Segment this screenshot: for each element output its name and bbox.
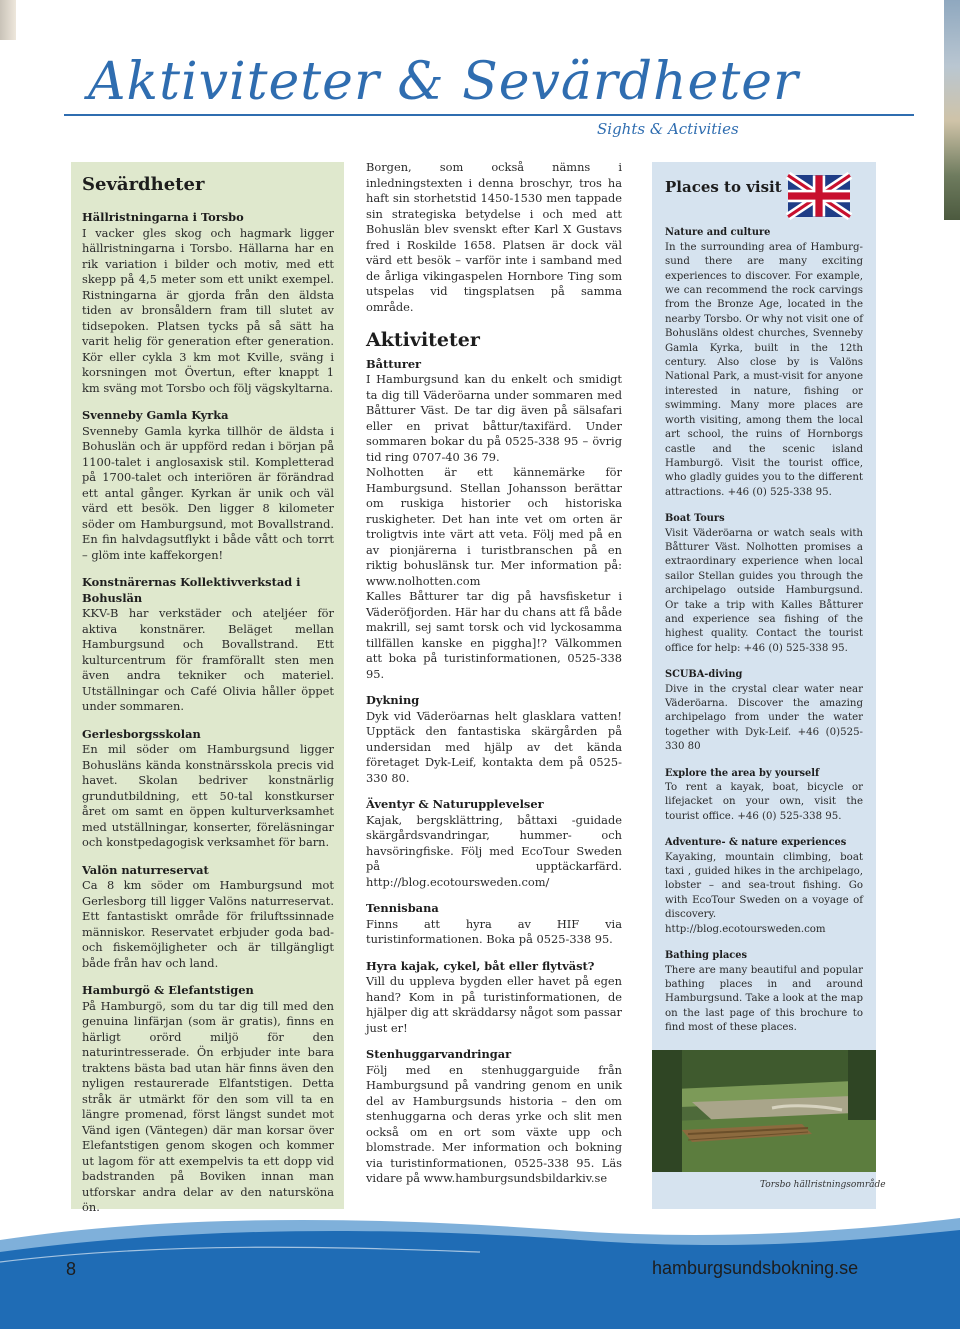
- sight-text: I vacker gles skog och hagmark ligger hällristningarna i Torsbo. Hällarna har en rik variation i bilder och motiv, med ett skepp på 4,5 meter som ett unikt exempel. Ristningarna är gjorda från den äldsta tiden av bronsåldern fram till slutet av tidsepoken. Platsen tycks på så sätt ha varit helig för generation efter generation. Kör eller cykla 3 km mot Kville, sväng i korsningen mot Övertun, efter knappt 1 km sväng mot Torsbo och följ vägskyltarna.: [82, 225, 334, 395]
- activity-text: Kalles Båtturer tar dig på havsfisketur i Väderöfjorden. Här har du chans att få både makrill, sej samt torsk och vid lyckosamma tillfällen kanske en piggha]!? Välkommen att boka på turistinformationen, 0525-338 95.: [366, 589, 622, 681]
- place-block: [665, 668, 863, 754]
- activities-heading: Aktiviteter: [366, 329, 480, 351]
- activity-block: [366, 901, 622, 948]
- activity-title: Tennisbana: [366, 901, 439, 915]
- place-block: [665, 226, 863, 500]
- place-block: [665, 949, 863, 1035]
- activity-block: [366, 1047, 622, 1187]
- activities-column: [366, 160, 622, 1198]
- activity-text: Vill du uppleva bygden eller havet på egen hand? Kom in på turistinformationen, de hjälper dig att skräddarsy något som passar just er!: [366, 974, 622, 1035]
- activity-text: I Hamburgsund kan du enkelt och smidigt ta dig till Väderöarna under sommaren med Båtturer Väst. De tar dig även på sälsafari eller en privat båttur/taxifärd. Under sommaren bokar du på 0525-338 95 – övrig tid ring 0707-40 36 79.: [366, 372, 622, 464]
- place-title: Explore the area by yourself: [665, 767, 820, 779]
- place-block: [665, 767, 863, 825]
- sight-text: Ca 8 km söder om Hamburgsund mot Gerlesborg till ligger Valöns naturreservat. Ett fantastiskt område för friluftssinnade människor. Reservatet erbjuder goda bad- och fiskemöjligheter och är tillgängligt både från hav och land.: [82, 878, 334, 970]
- website-link[interactable]: hamburgsundsbokning.se: [652, 1258, 859, 1278]
- activity-block: [366, 959, 622, 1037]
- castle-intro-text: Borgen, som också nämns i inledningstexten i denna broschyr, tros ha haft sin storhetstid 1450-1530 men tappade sin strategiska betydelse i och med att Bohuslän blev svenskt efter Karl X Gustavs fred i Roskilde 1658. Platsen är dock väl värd ett besök – varför inte i samband med de årliga vikingaspelen Hornbore Ting som utspelas vid tingsplatsen på samma område.: [366, 160, 622, 314]
- sight-title: Svenneby Gamla Kyrka: [82, 408, 229, 422]
- torsbo-photo: [652, 1050, 876, 1172]
- sight-text: På Hamburgö, som du tar dig till med den genuina linfärjan (som är gratis), finns en härligt orörd miljö för den naturintresserade. Ön erbjuder inte bara traktens bästa bad utan här finns även den nyligen restaurerade Elfantstigen. Detta stråk är utmärkt för den som vill ta en längre promenad, först längst sundet mot Vänd igen (Väntegen) där man korsar över Elefantstigen genom skogen och kommer ut lagom för att exempelvis ta ett dopp vid badstranden på Boviken innan man utforskar andra delar av den natursköna ön.: [82, 998, 334, 1214]
- activity-text: Följ med en stenhuggarguide från Hamburgsund på vandring genom en unik del av Hamburgsunds historia – den om stenhuggarna och deras yrke och slit men också om en ort som växte upp och blomstrade. Mer information och bokning via turistinformationen, 0525-338 95. Läs vidare på www.hamburgsundsbildarkiv.se: [366, 1062, 622, 1185]
- activity-block: [366, 693, 622, 786]
- sight-title: Gerlesborgsskolan: [82, 726, 201, 741]
- sight-block: [82, 983, 334, 1216]
- union-jack-flag-icon: [788, 175, 850, 217]
- place-text: Kayaking, mountain climbing, boat taxi , guided hikes in the archipelago, lobster – and sea-trout fishing. Go with EcoTour Sweden on a voyage of discovery. http://blog.ecotoursweden.com: [665, 851, 863, 935]
- sights-column: [71, 162, 344, 1214]
- sight-block: [82, 727, 334, 851]
- places-heading: Places to visit: [665, 178, 782, 196]
- place-title: Boat Tours: [665, 513, 725, 525]
- sight-title: Konstnärernas Kollektivverkstad i Bohuslän: [82, 575, 301, 605]
- sight-text: En mil söder om Hamburgsund ligger Bohusläns kända konstnärsskola precis vid havet. Skolan bedriver konstnärlig grundutbildning, ett 50-tal konstkurser året om samt en öppen kulturverksamhet med utställningar, konserter, föreläsningar och konstpedagogisk verksamhet för barn.: [82, 742, 334, 849]
- activity-title: Stenhuggarvandringar: [366, 1047, 512, 1061]
- place-title: SCUBA-diving: [665, 669, 743, 681]
- activity-text: Finns att hyra av HIF via turistinformationen. Boka på 0525-338 95.: [366, 916, 622, 946]
- sight-block: [82, 575, 334, 715]
- title-rule: [64, 114, 914, 116]
- sight-title: Hällristningarna i Torsbo: [82, 210, 244, 224]
- activity-title: Dykning: [366, 693, 420, 707]
- page-number: 8: [66, 1259, 77, 1279]
- place-title: Bathing places: [665, 950, 748, 962]
- activity-block: [366, 797, 622, 890]
- corner-photo-right: [944, 0, 960, 220]
- place-text: Visit Väderöarna or watch seals with Båtturer Väst. Nolhotten promises a extraordinary experience when local sailor Stellan guides you through the archipelago outside Hamburgsund. Or take a trip with Kalles Båtturer and experience sea fishing of the highest quality. Contact the tourist office for help: +46 (0) 525-338 95.: [665, 527, 863, 654]
- page-subtitle: Sights & Activities: [597, 120, 739, 138]
- place-text: To rent a kayak, boat, bicycle or lifejacket on your own, visit the tourist office. +46 (0) 525-338 95.: [665, 782, 863, 822]
- sight-block: [82, 210, 334, 396]
- page-title: Aktiviteter & Sevärdheter: [88, 52, 799, 112]
- activity-text: Nolhotten är ett kännemärke för Hamburgsund. Stellan Johansson berättar om ruskiga historier och historiska ruskigheter. Det han inte vet om orten är troligtvis inte värt att veta. Följ med på en av pionjärerna i turistbranschen på en riktig bohuslänsk tur. Mer information på: www.nolhotten.com: [366, 465, 622, 588]
- place-text: There are many beautiful and popular bathing places in and around Hamburgsund. Take a look at the map on the last page of this brochure to find most of these places.: [665, 964, 863, 1034]
- sight-title: Hamburgö & Elefantstigen: [82, 983, 254, 997]
- place-text: Dive in the crystal clear water near Väderöarna. Discover the amazing archipelago from under the water together with Dyk-Leif. +46 (0)525-330 80: [665, 683, 863, 753]
- place-title: Adventure- & nature experiences: [665, 837, 847, 849]
- place-text: In the surrounding area of Hamburg-sund there are many exciting experiences to discover. For example, we can recommend the rock carvings from the Bronze Age, located in the nearby Torsbo. Or why not visit one of Bohusläns oldest churches, Svenneby Gamla Kyrka, built in the 12th century. Also close by is Valöns National Park, a must-visit for anyone interested in nature, fishing or swimming. Many more places are worth visiting, among them the local art school, the ruins of Hornborgs castle and the scenic island Hamburgö. Visit the tourist office, who gladly guides you to the different attractions. +46 (0) 525-338 95.: [665, 241, 863, 498]
- sight-text: Svenneby Gamla kyrka tillhör de äldsta i Bohuslän och är uppförd redan i början på 1100-talet i anglosaxisk stil. Kompletterad på 1700-talet och interiören är förändrad ett antal gånger. Kyrkan är unik och väl värd ett besök. Den ligger 8 kilometer söder om Hamburgsund, mot Bovallstrand. En fin halvdagsutflykt i både vått och torrt – glöm inte kaffekorgen!: [82, 423, 334, 562]
- sights-heading: Sevärdheter: [82, 174, 205, 195]
- activity-text: Kajak, bergsklättring, båttaxi -guidade skärgårdsvandringar, hummer- och havsöringfiske. Följ med EcoTour Sweden på upptäckarfärd. http://blog.ecotoursweden.com/: [366, 812, 622, 889]
- sight-text: KKV-B har verkstäder och ateljéer för aktiva konstnärer. Beläget mellan Hamburgsund och Bovallstrand. Ett kulturcentrum för framförallt sten men även andra tekniker och materiel. Utställningar och Café Olivia håller öppet under sommaren.: [82, 606, 334, 713]
- activity-text: Dyk vid Väderöarnas helt glasklara vatten! Upptäck den fantastiska skärgården på undersidan med hjälp av det kända företaget Dyk-Leif, kontakta dem på 0525-330 80.: [366, 708, 622, 785]
- place-block: [665, 836, 863, 937]
- place-block: [665, 512, 863, 656]
- sight-block: [82, 863, 334, 972]
- activity-title: Båtturer: [366, 356, 422, 371]
- sight-title: Valön naturreservat: [82, 862, 209, 877]
- corner-photo-left: [0, 0, 16, 40]
- activity-title: Hyra kajak, cykel, båt eller flytväst?: [366, 958, 595, 973]
- place-title: Nature and culture: [665, 227, 771, 239]
- activity-block: [366, 357, 622, 683]
- activity-title: Äventyr & Naturupplevelser: [366, 797, 544, 811]
- sight-block: [82, 408, 334, 563]
- photo-caption: Torsbo hällristningsområde: [760, 1180, 886, 1190]
